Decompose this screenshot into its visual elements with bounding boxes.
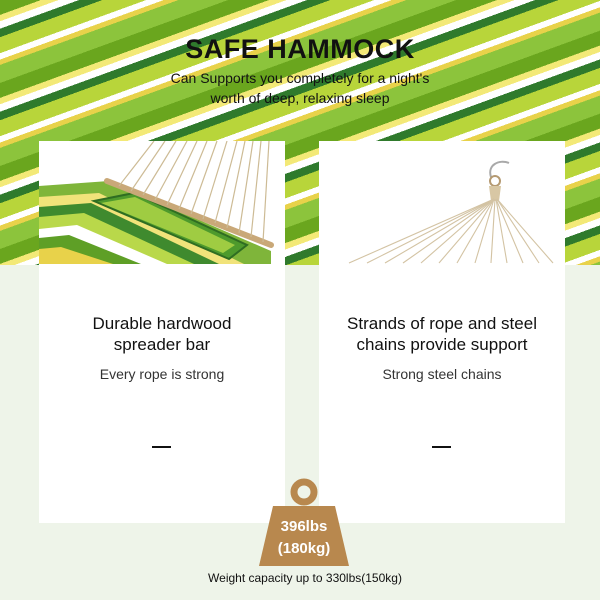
spreader-bar-photo bbox=[39, 141, 285, 264]
card-heading-line-1: Strands of rope and steel bbox=[347, 314, 537, 333]
weight-kg: (180kg) bbox=[277, 540, 331, 557]
card-heading bbox=[39, 313, 285, 355]
page-subtitle bbox=[150, 68, 450, 108]
card-description: Strong steel chains bbox=[382, 366, 502, 382]
dash-divider bbox=[432, 446, 451, 448]
feature-card-steel-chains bbox=[319, 141, 565, 523]
page-title: SAFE HAMMOCK bbox=[185, 34, 415, 64]
dash-divider bbox=[152, 446, 171, 448]
card-heading-line-2: chains provide support bbox=[356, 335, 528, 354]
feature-card-spreader-bar bbox=[39, 141, 285, 523]
weight-badge bbox=[257, 478, 351, 568]
weight-capacity-caption: Weight capacity up to 330lbs(150kg) bbox=[208, 571, 402, 585]
weight-badge-label bbox=[257, 516, 351, 560]
card-heading-line-2: spreader bar bbox=[113, 335, 211, 354]
card-description: Every rope is strong bbox=[99, 366, 225, 382]
weight-lbs: 396lbs bbox=[280, 518, 328, 535]
subtitle-line-1: Can Supports you completely for a night's bbox=[170, 70, 430, 86]
rope-chain-photo bbox=[319, 141, 565, 264]
card-heading bbox=[319, 313, 565, 355]
subtitle-line-2: worth of deep, relaxing sleep bbox=[210, 90, 390, 106]
card-heading-line-1: Durable hardwood bbox=[92, 314, 232, 333]
